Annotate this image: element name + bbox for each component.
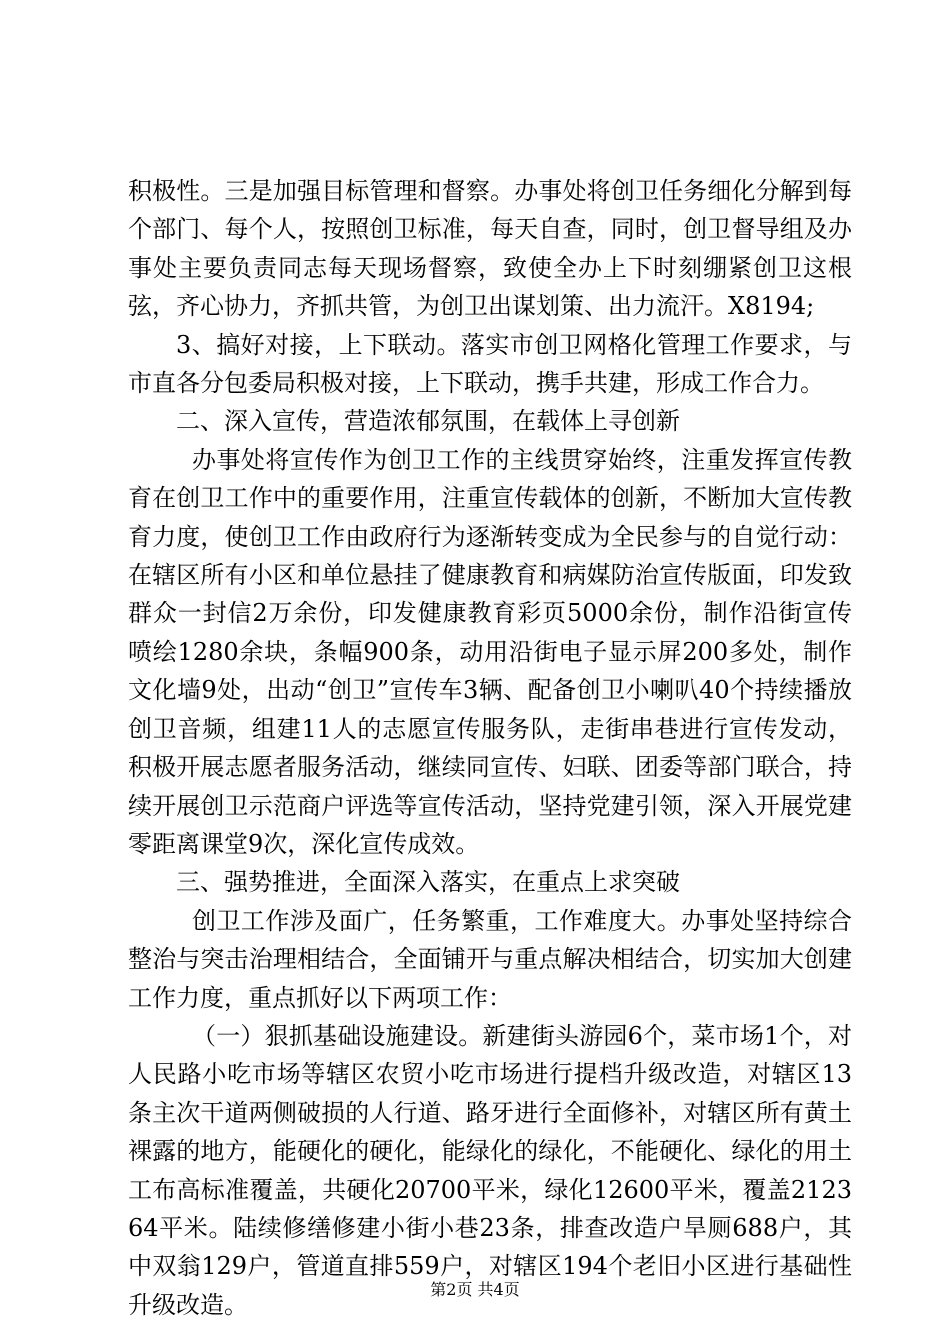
paragraph-infrastructure: （一）狠抓基础设施建设。新建街头游园6个，菜市场1个，对人民路小吃市场等辖区农贸小吃市场进行提档升级改造，对辖区13条主次干道两侧破损的人行道、路牙进行全面修补，对辖区所有黄土裸露的地方，能硬化的硬化，能绿化的绿化，不能硬化、绿化的用土工布高标准覆盖，共硬化20700平米，绿化12600平米，覆盖212364平米。陆续修缮修建小街小巷23条，排查改造户旱厕688户，其中双翁129户，管道直排559户，对辖区194个老旧小区进行基础性升级改造。 [128,1021,852,1319]
page-footer: 第2页 共4页 [430,1280,520,1299]
document-body [128,172,852,1324]
section-heading-2: 二、深入宣传，营造浓郁氛围，在载体上寻创新 [176,407,680,436]
paragraph-overview: 创卫工作涉及面广，任务繁重，工作难度大。办事处坚持综合整治与突击治理相结合，全面铺开与重点解决相结合，切实加大创建工作力度，重点抓好以下两项工作： [128,906,852,1012]
paragraph-item-3: 3、搞好对接，上下联动。落实市创卫网格化管理工作要求，与市直各分包委局积极对接，上下联动，携手共建，形成工作合力。 [128,330,852,398]
section-heading-3: 三、强势推进，全面深入落实，在重点上求突破 [176,868,680,897]
paragraph-publicity: 办事处将宣传作为创卫工作的主线贯穿始终，注重发挥宣传教育在创卫工作中的重要作用，注重宣传载体的创新，不断加大宣传教育力度，使创卫工作由政府行为逐渐转变成为全民参与的自觉行动：在辖区所有小区和单位悬挂了健康教育和病媒防治宣传版面，印发致群众一封信2万余份，印发健康教育彩页5000余份，制作沿街宣传喷绘1280余块，条幅900条，动用沿街电子显示屏200多处，制作文化墙9处，出动“创卫”宣传车3辆、配备创卫小喇叭40个持续播放创卫音频，组建11人的志愿宣传服务队，走街串巷进行宣传发动，积极开展志愿者服务活动，继续同宣传、妇联、团委等部门联合，持续开展创卫示范商户评选等宣传活动，坚持党建引领，深入开展党建零距离课堂9次，深化宣传成效。 [128,445,852,858]
paragraph-continuation: 积极性。三是加强目标管理和督察。办事处将创卫任务细化分解到每个部门、每个人，按照创卫标准，每天自查，同时，创卫督导组及办事处主要负责同志每天现场督察，致使全办上下时刻绷紧创卫这根弦，齐心协力，齐抓共管，为创卫出谋划策、出力流汗。X8194; [128,177,852,321]
